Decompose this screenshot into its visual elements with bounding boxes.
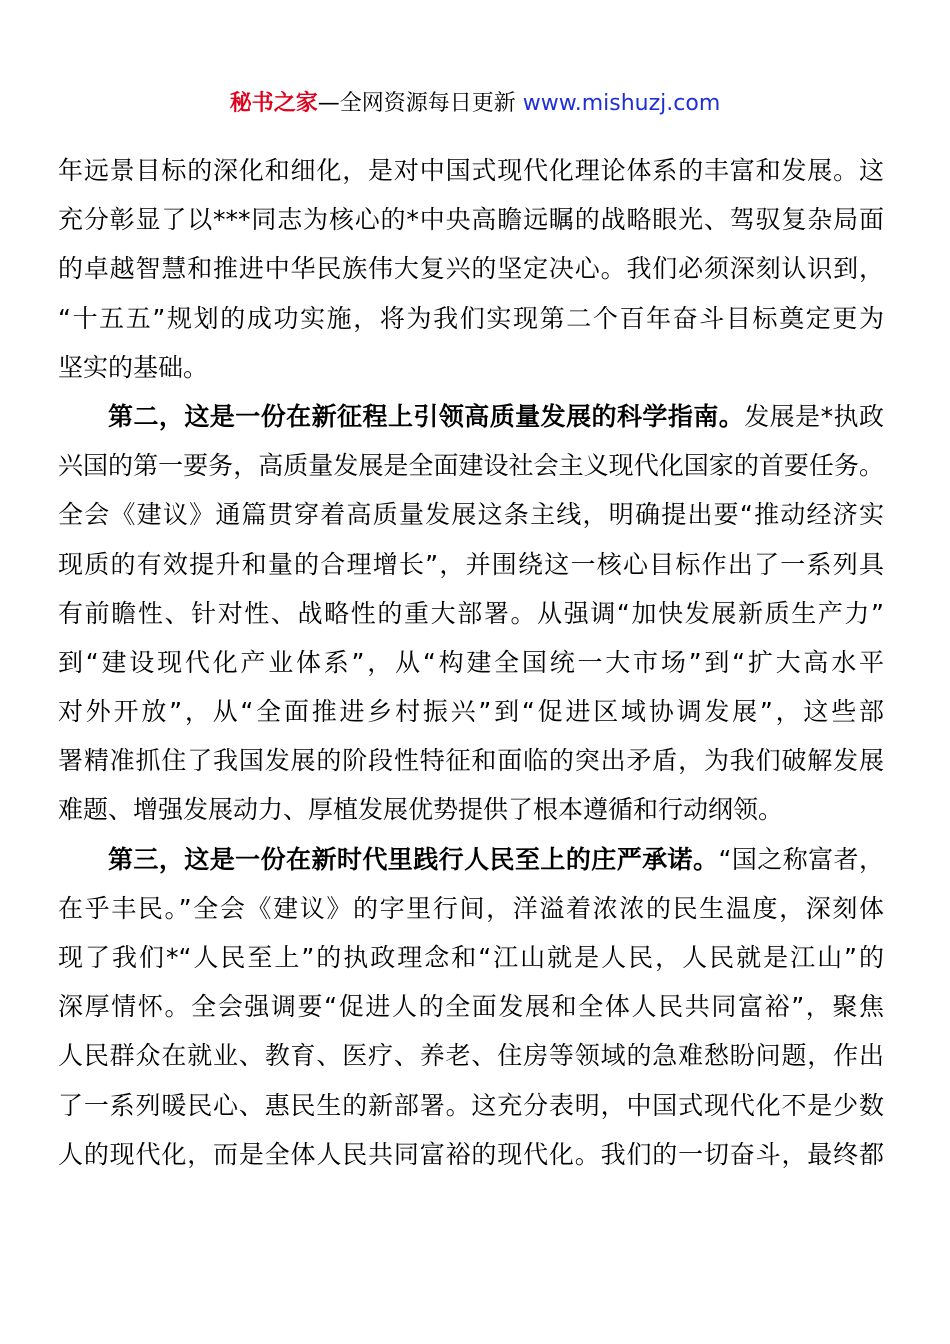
paragraph-1-line: 坚实的基础。 <box>58 352 209 382</box>
paragraph-1-line: 充分彰显了以***同志为核心的*中央高瞻远瞩的战略眼光、驾驭复杂局面 <box>58 205 884 235</box>
paragraph-2-first-line <box>58 392 884 441</box>
paragraph-2-line: 有前瞻性、针对性、战略性的重大部署。从强调“加快发展新质生产力” <box>58 598 884 628</box>
document-body <box>58 146 884 1179</box>
paragraph-3-first-line <box>58 835 884 884</box>
paragraph-1-line: 年远景目标的深化和细化，是对中国式现代化理论体系的丰富和发展。这 <box>58 156 884 185</box>
paragraph-2-line: 署精准抓住了我国发展的阶段性特征和面临的突出矛盾，为我们破解发展 <box>58 746 884 776</box>
paragraph-3-line1-rest: “国之称富者， <box>718 844 884 874</box>
paragraph-2-line: 到“建设现代化产业体系”，从“构建全国统一大市场”到“扩大高水平 <box>58 647 884 677</box>
paragraph-3-line: 了一系列暖民心、惠民生的新部署。这充分表明，中国式现代化不是少数 <box>58 1090 884 1120</box>
paragraph-3-line: 深厚情怀。全会强调要“促进人的全面发展和全体人民共同富裕”，聚焦 <box>58 992 884 1022</box>
paragraph-3-line: 现了我们*“人民至上”的执政理念和“江山就是人民，人民就是江山”的 <box>58 943 884 972</box>
paragraph-2-line: 难题、增强发展动力、厚植发展优势提供了根本遵循和行动纲领。 <box>58 795 784 825</box>
paragraph-2-line: 现质的有效提升和量的合理增长”，并围绕这一核心目标作出了一系列具 <box>58 549 884 579</box>
paragraph-2-line: 对外开放”，从“全面推进乡村振兴”到“促进区域协调发展”，这些部 <box>58 697 884 727</box>
paragraph-2-line: 全会《建议》通篇贯穿着高质量发展这条主线，明确提出要“推动经济实 <box>58 500 884 530</box>
paragraph-3-line: 人的现代化，而是全体人民共同富裕的现代化。我们的一切奋斗，最终都 <box>58 1139 884 1169</box>
paragraph-2-line: 兴国的第一要务，高质量发展是全面建设社会主义现代化国家的首要任务。 <box>58 451 884 481</box>
paragraph-3-line: 在乎丰民。”全会《建议》的字里行间，洋溢着浓浓的民生温度，深刻体 <box>58 893 884 923</box>
paragraph-3-line: 人民群众在就业、教育、医疗、养老、住房等领域的急难愁盼问题，作出 <box>58 1041 884 1071</box>
site-name: 秘书之家 <box>229 91 318 116</box>
paragraph-2-lead: 第二，这是一份在新征程上引领高质量发展的科学指南。 <box>108 401 745 431</box>
paragraph-2-line1-rest: 发展是*执政 <box>744 401 884 431</box>
paragraph-1-line: 的卓越智慧和推进中华民族伟大复兴的坚定决心。我们必须深刻认识到， <box>58 254 884 284</box>
paragraph-3-lead: 第三，这是一份在新时代里践行人民至上的庄严承诺。 <box>108 844 719 874</box>
site-url-link[interactable]: www.mishuzj.com <box>522 91 721 116</box>
paragraph-1-line: “十五五”规划的成功实施，将为我们实现第二个百年奋斗目标奠定更为 <box>58 303 884 333</box>
site-header <box>0 86 950 122</box>
site-tagline: —全网资源每日更新 <box>317 91 523 116</box>
